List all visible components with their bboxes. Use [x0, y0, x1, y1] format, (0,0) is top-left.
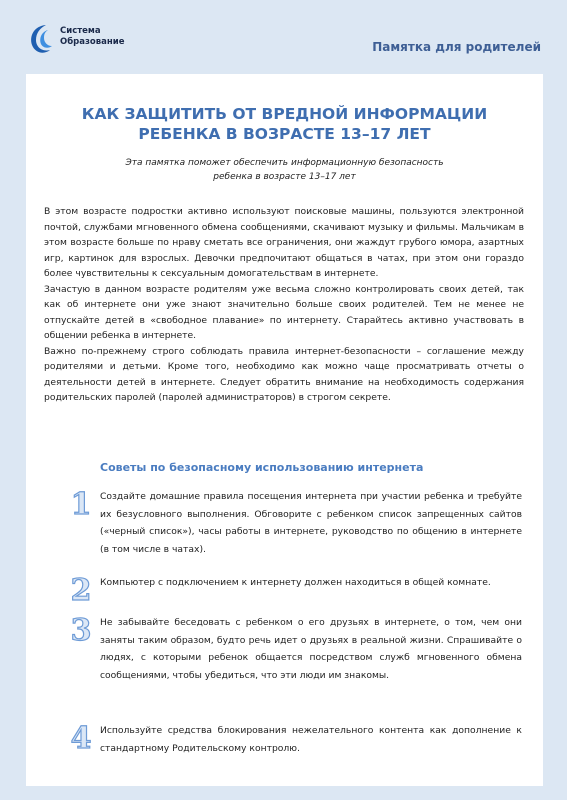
tip-number-4: 4 — [70, 721, 92, 756]
page-header — [0, 0, 567, 72]
intro-text — [44, 204, 524, 406]
subtitle-line-1: Эта памятка поможет обеспечить информационную безопасность — [125, 158, 444, 168]
tip-number-1: 1 — [70, 487, 92, 522]
title-line-1: КАК ЗАЩИТИТЬ ОТ ВРЕДНОЙ ИНФОРМАЦИИ — [81, 105, 488, 123]
tip-text-2: Компьютер с подключением к интернету должен находиться в общей комнате. — [100, 577, 491, 588]
paragraph-2: Зачастую в данном возрасте родителям уже весьма сложно контролировать своих детей, так как об интернете они уже знают значительно больше своих родителей. Тем не менее не отпускайте детей в «свободное плавание» по интернету. Старайтесь активно участвовать в общении ребенка в интернете. — [44, 283, 524, 341]
paragraph-3: Важно по-прежнему строго соблюдать правила интернет-безопасности – соглашение между родителями и детьми. Кроме того, необходимо как можно чаще просматривать отчеты о деятельности детей в интернете. Следует обратить внимание на необходимость содержания родительских паролей (паролей администраторов) в строгом секрете. — [44, 345, 524, 403]
tips-heading: Советы по безопасному использованию интернета — [100, 461, 424, 474]
tip-text-4: Используйте средства блокирования нежелательного контента как дополнение к стандартному Родительскому контролю. — [100, 725, 522, 754]
header-title: Памятка для родителей — [372, 40, 541, 54]
tip-text-1: Создайте домашние правила посещения интернета при участии ребенка и требуйте их безусловного выполнения. Обговорите с ребенком список запрещенных сайтов («черный список»), часы работы в интернете, руководство по общению в интернете (в том числе в чатах). — [100, 491, 522, 555]
document-subtitle — [26, 156, 543, 184]
document-title — [26, 104, 543, 144]
logo-swoosh-icon — [28, 22, 54, 56]
document-sheet — [26, 74, 543, 786]
logo — [22, 20, 132, 60]
logo-line-2: Образование — [60, 37, 125, 47]
title-line-2: РЕБЕНКА В ВОЗРАСТЕ 13–17 ЛЕТ — [138, 125, 431, 143]
paragraph-1: В этом возрасте подростки активно используют поисковые машины, пользуются электронной почтой, службами мгновенного обмена сообщениями, скачивают музыку и фильмы. Мальчикам в этом возрасте больше по нраву сметать все ограничения, они жаждут грубого юмора, азартных игр, картинок для взрослых. Девочки предпочитают общаться в чатах, при этом они гораздо более чувствительны к сексуальным домогательствам в интернете. — [44, 206, 524, 279]
subtitle-line-2: ребенка в возрасте 13–17 лет — [213, 172, 356, 182]
tip-text-3: Не забывайте беседовать с ребенком о его друзьях в интернете, о том, чем они заняты таким образом, будто речь идет о друзьях в реальной жизни. Спрашивайте о людях, с которыми ребенок общается посредством служб мгновенного обмена сообщениями, чтобы убедиться, что эти люди им знакомы. — [100, 617, 522, 681]
logo-line-1: Система — [60, 26, 101, 36]
logo-text — [60, 26, 124, 48]
tip-number-3: 3 — [70, 613, 92, 648]
tip-number-2: 2 — [70, 573, 92, 608]
